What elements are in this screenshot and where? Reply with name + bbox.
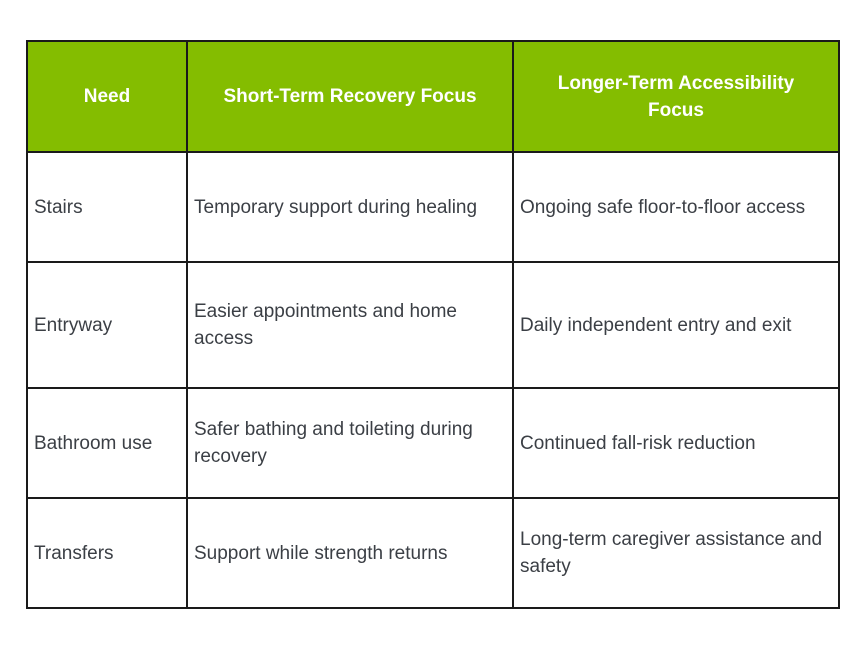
header-long-term: Longer-Term Accessibility Focus [513, 41, 839, 152]
cell-need: Stairs [27, 152, 187, 262]
header-short-term: Short-Term Recovery Focus [187, 41, 513, 152]
cell-short-term: Temporary support during healing [187, 152, 513, 262]
cell-short-term: Easier appointments and home access [187, 262, 513, 388]
cell-short-term: Safer bathing and toileting during recovery [187, 388, 513, 498]
cell-long-term: Daily independent entry and exit [513, 262, 839, 388]
cell-need: Entryway [27, 262, 187, 388]
cell-need: Transfers [27, 498, 187, 608]
cell-long-term: Ongoing safe floor-to-floor access [513, 152, 839, 262]
cell-need: Bathroom use [27, 388, 187, 498]
cell-short-term: Support while strength returns [187, 498, 513, 608]
comparison-table [26, 40, 840, 609]
table-row [27, 152, 839, 262]
table-row [27, 498, 839, 608]
table-row [27, 262, 839, 388]
table-row [27, 388, 839, 498]
table-header-row [27, 41, 839, 152]
header-need: Need [27, 41, 187, 152]
cell-long-term: Continued fall-risk reduction [513, 388, 839, 498]
cell-long-term: Long-term caregiver assistance and safety [513, 498, 839, 608]
